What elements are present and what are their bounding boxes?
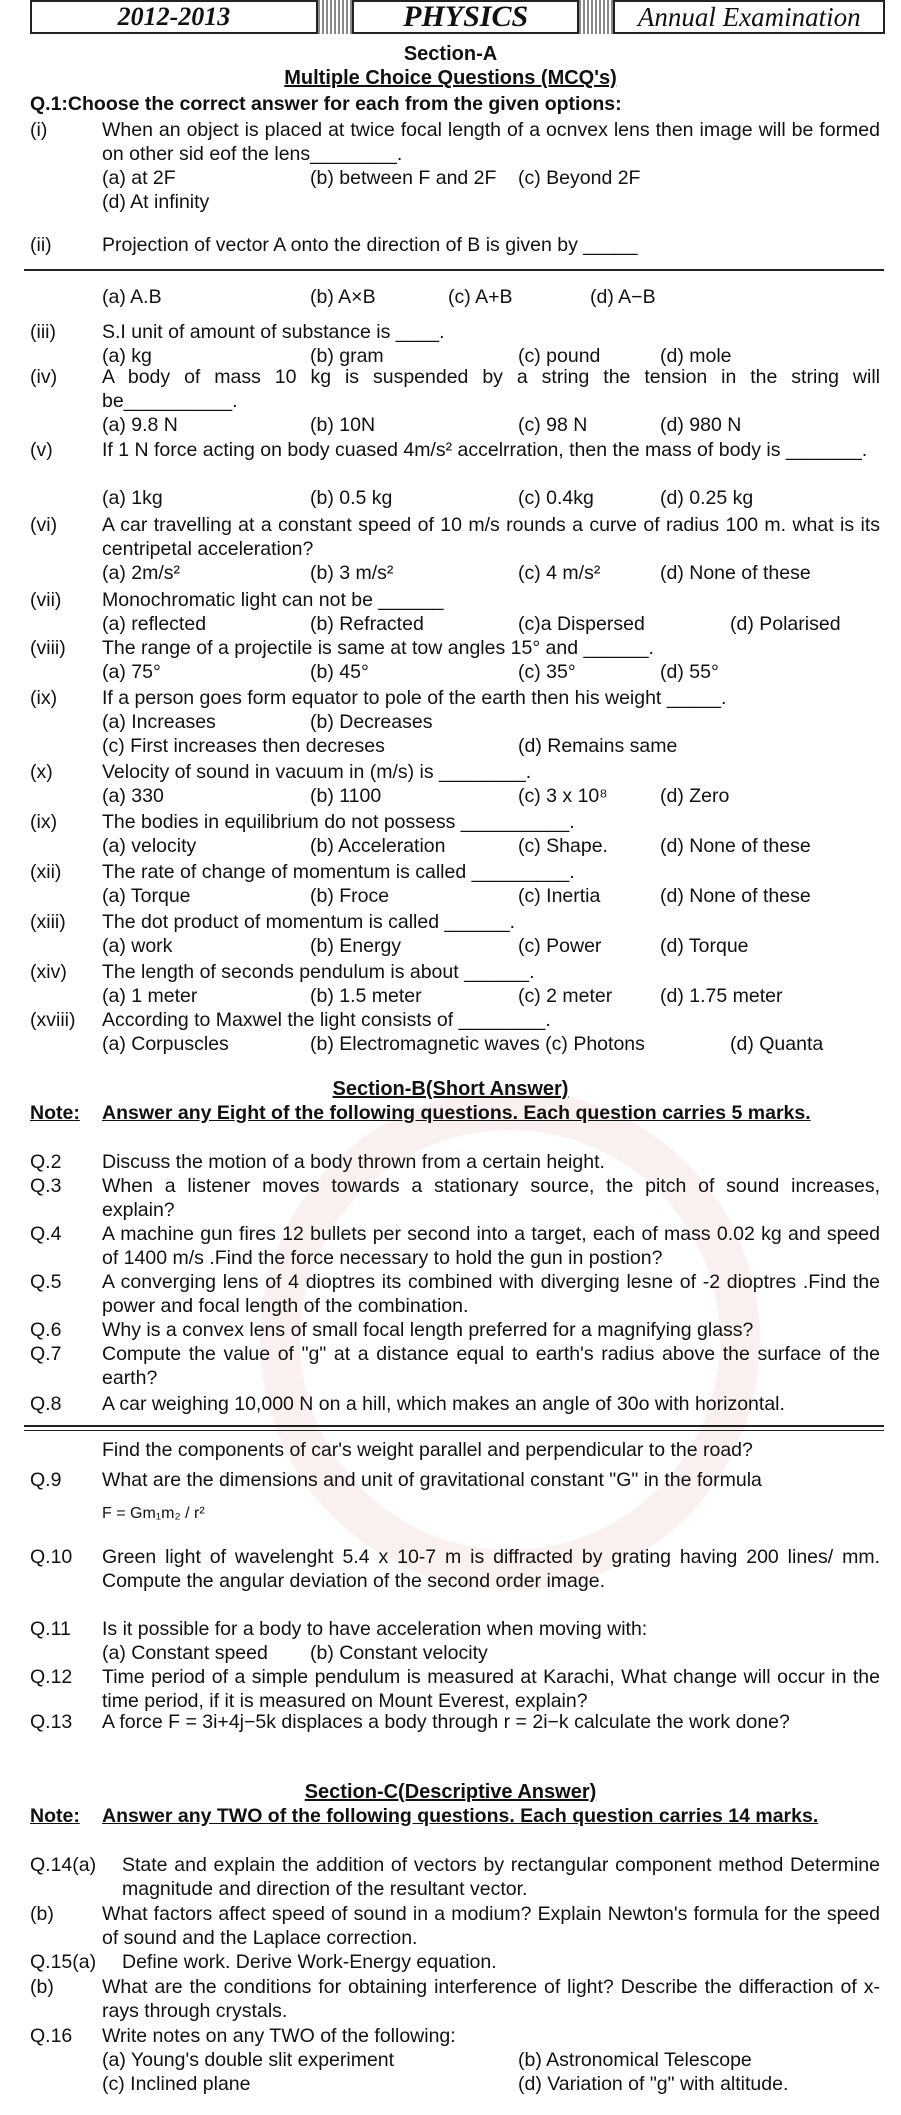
answer-option: (b) 1100 (310, 785, 382, 807)
divider-line (24, 1430, 884, 1431)
question-number: Q.13 (30, 1711, 73, 1733)
question-number: (ix) (30, 687, 58, 709)
answer-option: (a) Young's double slit experiment (102, 2049, 395, 2071)
question-number: Q.9 (30, 1469, 62, 1491)
answer-option: (a) 2m/s² (102, 562, 180, 584)
question-text: Compute the value of "g" at a distance equal to earth's radius above the surface of the earth? (102, 1343, 880, 1389)
answer-option: (b) Electromagnetic waves (c) Photons (310, 1033, 645, 1055)
question-number: Q.12 (30, 1666, 73, 1688)
question-number: (xii) (30, 861, 62, 883)
answer-option: (c) First increases then decreses (102, 735, 385, 757)
question-text: Monochromatic light can not be ______ (102, 589, 444, 611)
answer-option: (d) mole (660, 345, 732, 367)
answer-option: (a) Constant speed (102, 1642, 268, 1664)
question-number: (xviii) (30, 1009, 76, 1031)
question-number: Q.5 (30, 1271, 62, 1293)
answer-option: (d) None of these (660, 562, 811, 584)
question-number: Q.6 (30, 1319, 62, 1341)
question-text: When an object is placed at twice focal length of a ocnvex lens then image will be formed on other sid eof the lens________. (102, 119, 880, 165)
question-text: According to Maxwel the light consists of ________. (102, 1009, 551, 1031)
question-number: (x) (30, 761, 53, 783)
answer-option: (b) 3 m/s² (310, 562, 394, 584)
question-text: Discuss the motion of a body thrown from a certain height. (102, 1151, 605, 1173)
divider-line (24, 1425, 884, 1427)
answer-option: (b) Astronomical Telescope (518, 2049, 752, 2071)
answer-option: (b) between F and 2F (310, 167, 497, 189)
answer-option: (d) 0.25 kg (660, 487, 754, 509)
answer-option: (b) A×B (310, 286, 376, 308)
question-number: Q.7 (30, 1343, 62, 1365)
question-number: (ix) (30, 811, 58, 833)
question-number: Q.11 (30, 1618, 71, 1640)
question-number: (vi) (30, 514, 58, 536)
answer-option: (d) At infinity (102, 191, 210, 213)
answer-option: (b) Constant velocity (310, 1642, 488, 1664)
answer-option: (c) A+B (448, 286, 513, 308)
question-text: The rate of change of momentum is called _________. (102, 861, 575, 883)
question-text: The bodies in equilibrium do not possess __________. (102, 811, 575, 833)
answer-option: (b) 0.5 kg (310, 487, 393, 509)
question-text: Velocity of sound in vacuum in (m/s) is ________. (102, 761, 532, 783)
question-text: Projection of vector A onto the direction of B is given by _____ (102, 234, 638, 256)
answer-option: (a) kg (102, 345, 152, 367)
answer-option: (a) at 2F (102, 167, 176, 189)
question-number: Q.8 (30, 1393, 62, 1415)
answer-option: (c) Beyond 2F (518, 167, 641, 189)
question-text: The range of a projectile is same at tow angles 15° and ______. (102, 637, 654, 659)
answer-option: (a) Corpuscles (102, 1033, 229, 1055)
header-bar (30, 0, 885, 34)
question-number: Q.4 (30, 1223, 62, 1245)
answer-option: (c) Power (518, 935, 602, 957)
answer-option: (c) Shape. (518, 835, 608, 857)
answer-option: (a) 9.8 N (102, 414, 178, 436)
header-divider (579, 0, 614, 34)
question-number: (vii) (30, 589, 62, 611)
question-text: State and explain the addition of vectors by rectangular component method Determine magnitude and direction of the resultant vector. (122, 1854, 880, 1900)
year-box: 2012-2013 (30, 0, 318, 34)
divider-line (24, 269, 884, 271)
question-number: Q.2 (30, 1151, 62, 1173)
section-a-subtitle: Multiple Choice Questions (MCQ's) (284, 67, 617, 89)
question-number: (iii) (30, 321, 56, 343)
answer-option: (c) 98 N (518, 414, 588, 436)
question-text: A car travelling at a constant speed of 10 m/s rounds a curve of radius 100 m. what is its centripetal acceleration? (102, 514, 880, 560)
question-text: What are the conditions for obtaining interference of light? Describe the differaction of x-rays through crystals. (102, 1976, 880, 2022)
answer-option: (a) Torque (102, 885, 191, 907)
mcq-instruction: Q.1:Choose the correct answer for each from the given options: (30, 93, 622, 115)
answer-option: (c) 0.4kg (518, 487, 594, 509)
question-text: A converging lens of 4 dioptres its combined with diverging lesne of -2 dioptres .Find the power and focal length of the combination. (102, 1271, 880, 1317)
section-b-title: Section-B(Short Answer) (332, 1078, 569, 1100)
answer-option: (b) Decreases (310, 711, 433, 733)
question-text: When a listener moves towards a stationary source, the pitch of sound increases, explain? (102, 1175, 880, 1221)
answer-option: (d) 980 N (660, 414, 742, 436)
question-number: (v) (30, 439, 53, 461)
question-text: What are the dimensions and unit of gravitational constant "G" in the formula (102, 1469, 762, 1491)
question-number: (b) (30, 1976, 54, 1998)
question-text: Write notes on any TWO of the following: (102, 2025, 456, 2047)
answer-option: (a) A.B (102, 286, 162, 308)
section-c-note: Answer any TWO of the following questions. Each question carries 14 marks. (102, 1805, 819, 1827)
answer-option: (d) Quanta (730, 1033, 824, 1055)
question-text: If 1 N force acting on body cuased 4m/s² accelrration, then the mass of body is _______. (102, 439, 868, 461)
question-text: Is it possible for a body to have acceleration when moving with: (102, 1618, 648, 1640)
question-text: Green light of wavelenght 5.4 x 10-7 m is diffracted by grating having 200 lines/ mm. Compute the angular deviation of the second order image. (102, 1546, 880, 1592)
answer-option: (a) 1kg (102, 487, 163, 509)
answer-option: (c) Inclined plane (102, 2073, 251, 2095)
answer-option: (b) 1.5 meter (310, 985, 422, 1007)
answer-option: (d) None of these (660, 835, 811, 857)
answer-option: (b) Froce (310, 885, 390, 907)
answer-option: (a) 75° (102, 661, 161, 683)
answer-option: (b) 10N (310, 414, 376, 436)
question-text: Time period of a simple pendulum is measured at Karachi, What change will occur in the time period, if it is measured on Mount Everest, explain? (102, 1666, 880, 1712)
answer-option: (c) Inertia (518, 885, 601, 907)
answer-option: (c) 4 m/s² (518, 562, 601, 584)
question-text: The dot product of momentum is called ______. (102, 911, 515, 933)
answer-option: (c) 2 meter (518, 985, 613, 1007)
question-number: (viii) (30, 637, 66, 659)
answer-option: (a) work (102, 935, 173, 957)
answer-option: (b) Energy (310, 935, 402, 957)
answer-option: (d) 1.75 meter (660, 985, 783, 1007)
question-number: Q.14(a) (30, 1854, 97, 1876)
section-c-title: Section-C(Descriptive Answer) (304, 1781, 597, 1803)
answer-option: (c) pound (518, 345, 601, 367)
question-number: (iv) (30, 366, 58, 388)
answer-option: (a) reflected (102, 613, 207, 635)
question-text: A machine gun fires 12 bullets per second into a target, each of mass 0.02 kg and speed of 1400 m/s .Find the force necessary to hold the gun in postion? (102, 1223, 880, 1269)
answer-option: (a) velocity (102, 835, 197, 857)
exam-box: Annual Examination (613, 0, 885, 34)
answer-option: (d) 55° (660, 661, 719, 683)
answer-option: (d) Zero (660, 785, 730, 807)
answer-option: (d) Variation of "g" with altitude. (518, 2073, 789, 2095)
question-text: S.I unit of amount of substance is ____. (102, 321, 445, 343)
answer-option: (d) Polarised (730, 613, 841, 635)
answer-option: (b) gram (310, 345, 384, 367)
question-text: A car weighing 10,000 N on a hill, which makes an angle of 30o with horizontal. (102, 1393, 785, 1415)
answer-option: (a) 330 (102, 785, 164, 807)
answer-option: (d) Remains same (518, 735, 678, 757)
answer-option: (b) 45° (310, 661, 369, 683)
question-text: Why is a convex lens of small focal length preferred for a magnifying glass? (102, 1319, 754, 1341)
question-number: (xiv) (30, 961, 67, 983)
answer-option: (c) 3 x 10⁸ (518, 785, 608, 807)
answer-option: (a) Increases (102, 711, 216, 733)
formula: F = Gm₁m₂ / r² (102, 1505, 205, 1522)
question-number: (i) (30, 119, 48, 141)
section-a-title: Section-A (403, 43, 498, 65)
answer-option: (d) Torque (660, 935, 749, 957)
question-text: If a person goes form equator to pole of the earth then his weight _____. (102, 687, 727, 709)
question-text: The length of seconds pendulum is about ______. (102, 961, 535, 983)
question-continuation: Find the components of car's weight parallel and perpendicular to the road? (102, 1439, 753, 1461)
question-text: Define work. Derive Work-Energy equation. (122, 1951, 497, 1973)
subject-box: PHYSICS (352, 0, 579, 34)
answer-option: (b) Acceleration (310, 835, 446, 857)
question-text: What factors affect speed of sound in a modium? Explain Newton's formula for the speed of sound and the Laplace correction. (102, 1903, 880, 1949)
answer-option: (d) A−B (590, 286, 656, 308)
section-c-note-label: Note: (30, 1805, 80, 1827)
section-b-note: Answer any Eight of the following questions. Each question carries 5 marks. (102, 1102, 811, 1124)
question-text: A body of mass 10 kg is suspended by a string the tension in the string will be__________. (102, 366, 880, 412)
question-number: (ii) (30, 234, 52, 256)
question-number: Q.16 (30, 2025, 73, 2047)
question-text: A force F = 3i+4j−5k displaces a body through r = 2i−k calculate the work done? (102, 1711, 790, 1733)
answer-option: (c) 35° (518, 661, 576, 683)
answer-option: (d) None of these (660, 885, 811, 907)
answer-option: (b) Refracted (310, 613, 424, 635)
section-b-note-label: Note: (30, 1102, 80, 1124)
question-number: (b) (30, 1903, 54, 1925)
header-divider (318, 0, 353, 34)
answer-option: (a) 1 meter (102, 985, 198, 1007)
question-number: (xiii) (30, 911, 66, 933)
question-number: Q.15(a) (30, 1951, 97, 1973)
question-number: Q.10 (30, 1546, 73, 1568)
answer-option: (c)a Dispersed (518, 613, 645, 635)
question-number: Q.3 (30, 1175, 62, 1197)
